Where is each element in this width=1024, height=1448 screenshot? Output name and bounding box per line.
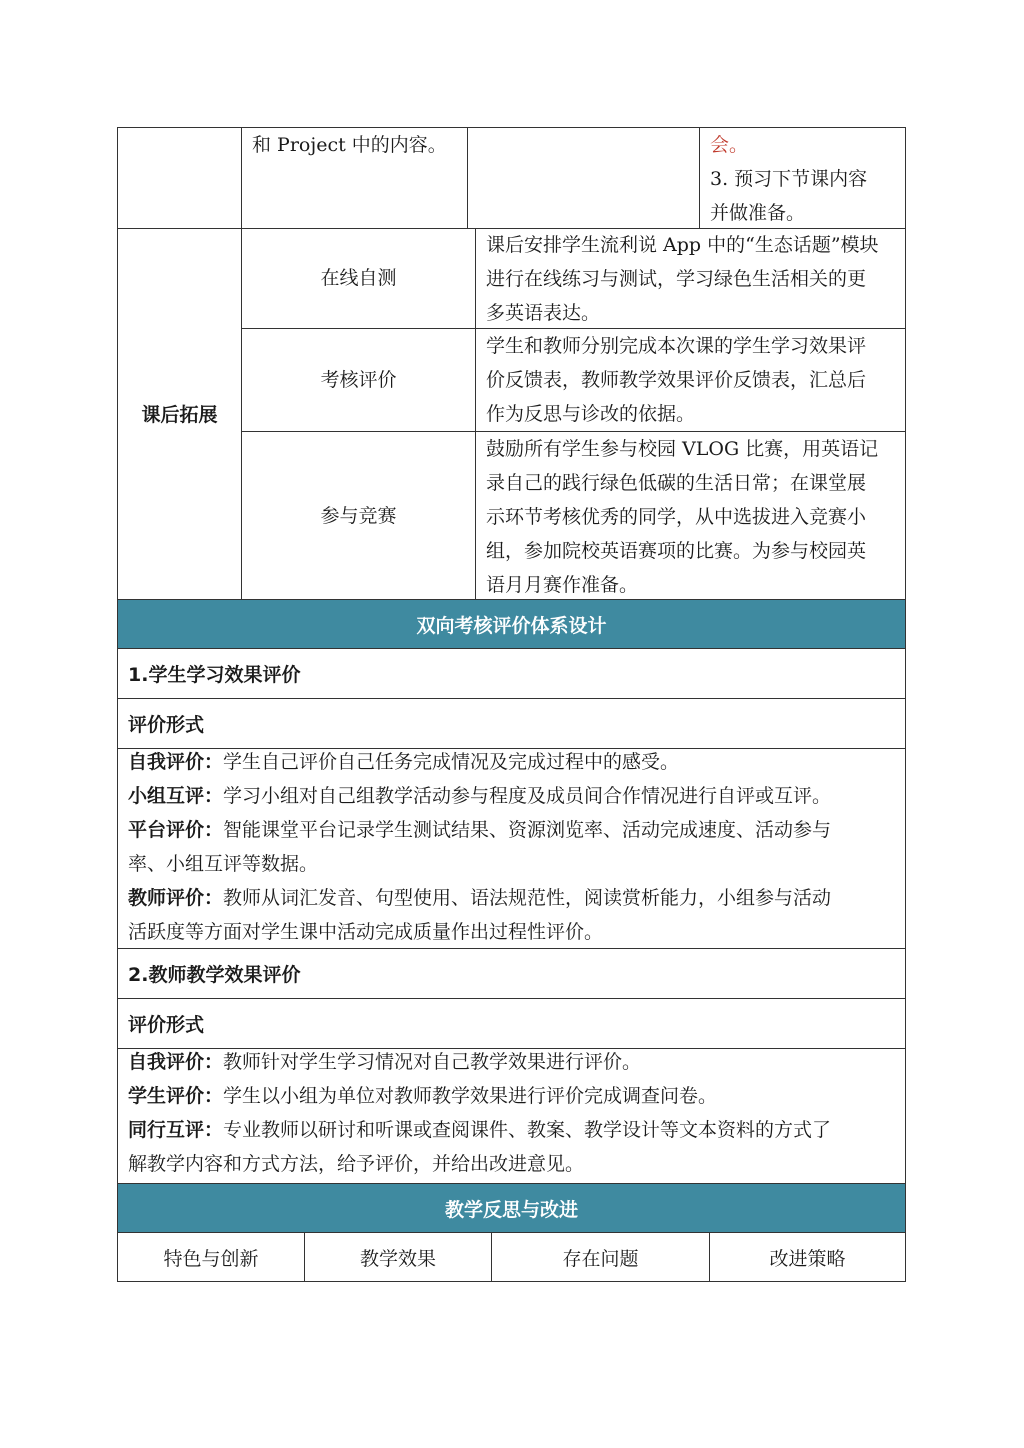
reflection-band: 教学反思与改进 [117, 1183, 906, 1233]
desc-line: 进行在线练习与测试，学习绿色生活相关的更 [486, 268, 867, 290]
desc-line: 课后安排学生流利说 App 中的“生态话题”模块 [486, 234, 879, 256]
top-row-col4 [700, 128, 905, 228]
eval-entry [118, 881, 905, 915]
desc-line: 多英语表达。 [486, 302, 601, 324]
top-row-col1 [118, 128, 242, 228]
eval-entry-cont: 解教学内容和方式方法，给予评价，并给出改进意见。 [128, 1153, 585, 1175]
desc-line: 鼓励所有学生参与校园 VLOG 比赛，用英语记 [486, 438, 879, 460]
eval-entry-text: 学生以小组为单位对教师教学效果进行评价完成调查问卷。 [223, 1085, 718, 1107]
student-eval-heading: 1.学生学习效果评价 [117, 648, 906, 698]
eval-entry-lead: 自我评价： [128, 751, 224, 773]
reflection-col-header: 存在问题 [492, 1233, 710, 1281]
desc-line: 学生和教师分别完成本次课的学生学习效果评 [486, 335, 867, 357]
desc-line: 作为反思与诊改的依据。 [486, 403, 696, 425]
eval-entry-cont: 活跃度等方面对学生课中活动完成质量作出过程性评价。 [128, 921, 604, 943]
student-eval-entries [117, 748, 906, 949]
after-class-item-desc [476, 329, 905, 432]
teacher-eval-form-label: 评价形式 [117, 998, 906, 1048]
top-row-col2 [242, 128, 468, 228]
eval-entry-lead: 教师评价： [128, 887, 224, 909]
eval-entry-text: 智能课堂平台记录学生测试结果、资源浏览率、活动完成速度、活动参与 [223, 819, 832, 841]
after-class-section-label: 课后拓展 [118, 228, 242, 599]
eval-entry-text: 教师针对学生学习情况对自己教学效果进行评价。 [223, 1051, 642, 1073]
eval-entry-text: 专业教师以研讨和听课或查阅课件、教案、教学设计等文本资料的方式了 [223, 1119, 832, 1141]
after-class-block [117, 228, 906, 600]
top-row [117, 127, 906, 229]
eval-entry-cont: 率、小组互评等数据。 [128, 853, 319, 875]
desc-line: 语月月赛作准备。 [486, 574, 639, 596]
eval-entry-text: 学生自己评价自己任务完成情况及完成过程中的感受。 [223, 751, 680, 773]
after-class-item-label: 在线自测 [242, 228, 476, 329]
eval-entry [118, 1079, 905, 1113]
reflection-col-header: 改进策略 [769, 1247, 846, 1270]
after-class-item-desc [476, 228, 905, 329]
desc-line: 价反馈表，教师教学效果评价反馈表，汇总后 [486, 369, 867, 391]
teacher-eval-heading: 2.教师教学效果评价 [117, 948, 906, 998]
eval-entry-lead: 小组互评： [128, 785, 224, 807]
eval-entry [118, 813, 905, 847]
top-row-col4-line3: 并做准备。 [710, 202, 806, 224]
after-class-item-desc [476, 432, 905, 599]
reflection-col-header: 特色与创新 [118, 1233, 305, 1281]
eval-entry [118, 1045, 905, 1079]
eval-entry-lead: 平台评价： [128, 819, 224, 841]
teacher-eval-entries [117, 1048, 906, 1184]
after-class-item-label: 考核评价 [242, 329, 476, 432]
eval-entry-lead: 学生评价： [128, 1085, 224, 1107]
eval-entry [118, 745, 905, 779]
top-row-col3 [468, 128, 700, 228]
evaluation-band: 双向考核评价体系设计 [117, 599, 906, 649]
eval-entry [118, 779, 905, 813]
top-row-col2-text: 和 Project 中的内容。 [252, 134, 447, 156]
reflection-header-row [117, 1232, 906, 1282]
eval-entry-text: 教师从词汇发音、句型使用、语法规范性，阅读赏析能力，小组参与活动 [223, 887, 832, 909]
reflection-col-header: 教学效果 [305, 1233, 492, 1281]
desc-line: 组，参加院校英语赛项的比赛。为参与校园英 [486, 540, 867, 562]
top-row-col4-line2: 3. 预习下节课内容 [710, 168, 868, 190]
eval-entry [118, 1113, 905, 1147]
eval-entry-lead: 同行互评： [128, 1119, 224, 1141]
student-eval-form-label: 评价形式 [117, 698, 906, 748]
eval-entry-lead: 自我评价： [128, 1051, 224, 1073]
desc-line: 录自己的践行绿色低碳的生活日常；在课堂展 [486, 472, 867, 494]
desc-line: 示环节考核优秀的同学，从中选拔进入竞赛小 [486, 506, 867, 528]
top-row-col4-line1: 会。 [710, 134, 749, 156]
after-class-item-label: 参与竞赛 [242, 432, 476, 599]
eval-entry-text: 学习小组对自己组教学活动参与程度及成员间合作情况进行自评或互评。 [223, 785, 832, 807]
